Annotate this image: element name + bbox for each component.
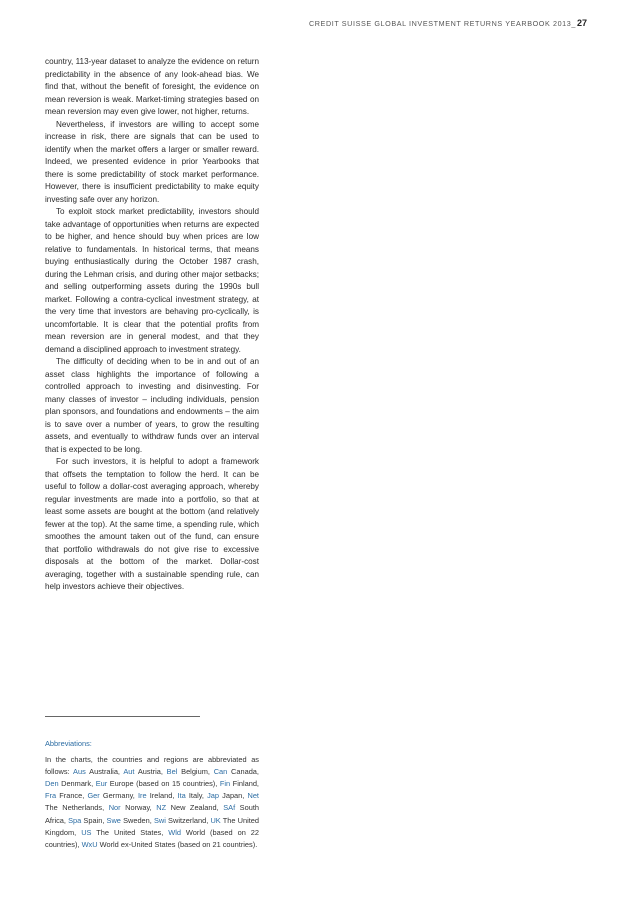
body-paragraph: To exploit stock market predictability, investors should take advantage of opportunities when returns are expected to be higher, and hence should buy when prices are low relative to fundamentals. In historical terms, that means buying enthusiastically during the October 1987 crash, during the Lehman crisis, and during other major setbacks; and selling outperforming assets during the 1990s bull market. Following a contra-cyclical investment strategy, at the very time that investors are behaving pro-cyclically, is uncomfortable. It is clear that the potential profits from mean reversion are in general modest, and that they demand a disciplined approach to investment strategy. bbox=[45, 207, 259, 354]
abbreviation-code: Den bbox=[45, 779, 59, 789]
abbreviation-item bbox=[220, 779, 259, 788]
abbreviation-code: Can bbox=[213, 767, 228, 777]
abbreviation-code: NZ bbox=[156, 803, 167, 813]
abbreviation-name: Europe (based on 15 countries), bbox=[107, 779, 220, 789]
abbreviation-name: Switzerland, bbox=[165, 815, 211, 825]
abbreviation-item bbox=[45, 779, 96, 788]
running-title: CREDIT SUISSE GLOBAL INVESTMENT RETURNS YEARBOOK 2013 bbox=[308, 19, 572, 28]
abbreviation-code: SAf bbox=[223, 803, 236, 813]
body-paragraph: For such investors, it is helpful to adopt a framework that offsets the temptation to follow the herd. It can be useful to follow a dollar-cost averaging approach, whereby regular investments are made into a portfolio, so that at least some assets are bought at the bottom (and relatively fewer at the top). At the same time, a spending rule, which smoothes the amount taken out of the fund, can ensure that portfolio withdrawals do not give rise to excessive disposals at the bottom of the market. Dollar-cost averaging, together with a sustainable spending rule, can help investors achieve their objectives. bbox=[45, 457, 259, 591]
abbreviation-item bbox=[123, 767, 166, 776]
abbreviation-code: Ire bbox=[137, 791, 147, 801]
abbreviation-name: France, bbox=[56, 791, 88, 801]
abbreviation-code: UK bbox=[210, 815, 221, 825]
abbreviation-name: Norway, bbox=[120, 803, 157, 813]
abbreviation-code: Fra bbox=[45, 791, 57, 801]
abbreviation-name: Canada, bbox=[227, 767, 259, 777]
abbreviation-item bbox=[45, 791, 87, 800]
abbreviation-name: Belgium, bbox=[177, 767, 214, 777]
abbreviation-item bbox=[167, 767, 214, 776]
abbreviation-code: Wld bbox=[168, 827, 181, 837]
abbreviations-body bbox=[45, 754, 259, 851]
abbreviation-code: Swi bbox=[153, 815, 166, 825]
abbreviation-code: Spa bbox=[68, 815, 82, 825]
abbreviation-name: Austria, bbox=[134, 767, 167, 777]
header-separator: _ bbox=[571, 19, 576, 28]
abbreviation-name: The United States, bbox=[91, 827, 169, 837]
abbreviation-code: Ita bbox=[177, 791, 186, 801]
abbreviation-name: World (based on 22 countries), bbox=[45, 827, 259, 849]
abbreviation-item bbox=[138, 791, 178, 800]
abbreviation-code: Net bbox=[247, 791, 259, 801]
body-column bbox=[45, 56, 259, 594]
abbreviation-code: Aut bbox=[123, 767, 135, 777]
abbreviation-item bbox=[154, 816, 210, 825]
abbreviation-item bbox=[68, 816, 106, 825]
abbreviation-item bbox=[214, 767, 259, 776]
abbreviation-name: South Africa, bbox=[45, 803, 259, 825]
abbreviation-code: WxU bbox=[81, 839, 98, 849]
abbreviation-name: The United Kingdom, bbox=[45, 815, 260, 837]
abbreviation-item bbox=[109, 803, 157, 812]
abbreviation-item bbox=[107, 816, 154, 825]
abbreviation-item bbox=[82, 840, 258, 849]
abbreviation-name: Japan, bbox=[219, 791, 248, 801]
abbreviation-item bbox=[73, 767, 123, 776]
abbreviations-list bbox=[45, 767, 259, 849]
body-paragraph: country, 113-year dataset to analyze the evidence on return predictability in the absence of any look-ahead bias. We find that, without the benefit of foresight, the evidence on mean reversion is weak. Market-timing strategies based on mean reversion may even give lower, not higher, returns. bbox=[45, 57, 259, 116]
abbreviation-code: Nor bbox=[108, 803, 121, 813]
abbreviation-code: US bbox=[81, 827, 92, 837]
abbreviation-name: Sweden, bbox=[120, 815, 154, 825]
abbreviation-name: Australia, bbox=[85, 767, 124, 777]
abbreviation-name: Italy, bbox=[185, 791, 208, 801]
abbreviation-item bbox=[96, 779, 220, 788]
abbreviations-intro: In the charts, the countries and regions are abbreviated as follows: bbox=[45, 755, 259, 777]
abbreviation-name: Denmark, bbox=[58, 779, 96, 789]
abbreviation-name: World ex-United States (based on 21 countries). bbox=[97, 839, 258, 849]
abbreviation-name: The Netherlands, bbox=[45, 803, 109, 813]
abbreviation-name: Spain, bbox=[81, 815, 107, 825]
abbreviation-name: Germany, bbox=[99, 791, 138, 801]
body-paragraph: Nevertheless, if investors are willing to accept some increase in risk, there are signals that can be used to identify when the market offers a larger or smaller reward. Indeed, we presented evidence in prior Yearbooks that there is some predictability of stock market performance. However, there is insufficient predictability to make equity investing safe over any horizon. bbox=[45, 119, 259, 204]
abbreviation-name: Finland, bbox=[230, 779, 259, 789]
footnote-divider bbox=[45, 716, 200, 717]
body-paragraph: The difficulty of deciding when to be in and out of an asset class highlights the importance of following a controlled approach to investing and disinvesting. For many classes of investor – including individuals, pension plan sponsors, and foundations and endowments – the aim is to save over a number of years, to grow the resulting assets, and eventually to withdraw funds over an interval that is expected to be long. bbox=[45, 357, 259, 454]
abbreviations-note bbox=[45, 738, 259, 851]
abbreviation-item bbox=[207, 791, 247, 800]
page-number: 27 bbox=[576, 18, 587, 28]
abbreviation-code: Fin bbox=[219, 779, 231, 789]
running-header bbox=[309, 18, 587, 28]
abbreviation-name: Ireland, bbox=[146, 791, 178, 801]
abbreviation-item bbox=[87, 791, 138, 800]
abbreviation-code: Aus bbox=[73, 767, 86, 777]
abbreviation-item bbox=[178, 791, 208, 800]
abbreviations-title: Abbreviations: bbox=[45, 739, 92, 748]
abbreviation-name: New Zealand, bbox=[166, 803, 224, 813]
abbreviation-code: Swe bbox=[106, 815, 121, 825]
abbreviation-code: Jap bbox=[207, 791, 219, 801]
abbreviation-code: Eur bbox=[95, 779, 108, 789]
abbreviation-item bbox=[81, 828, 168, 837]
abbreviation-code: Ger bbox=[87, 791, 100, 801]
abbreviation-item bbox=[156, 803, 223, 812]
abbreviation-code: Bel bbox=[166, 767, 178, 777]
